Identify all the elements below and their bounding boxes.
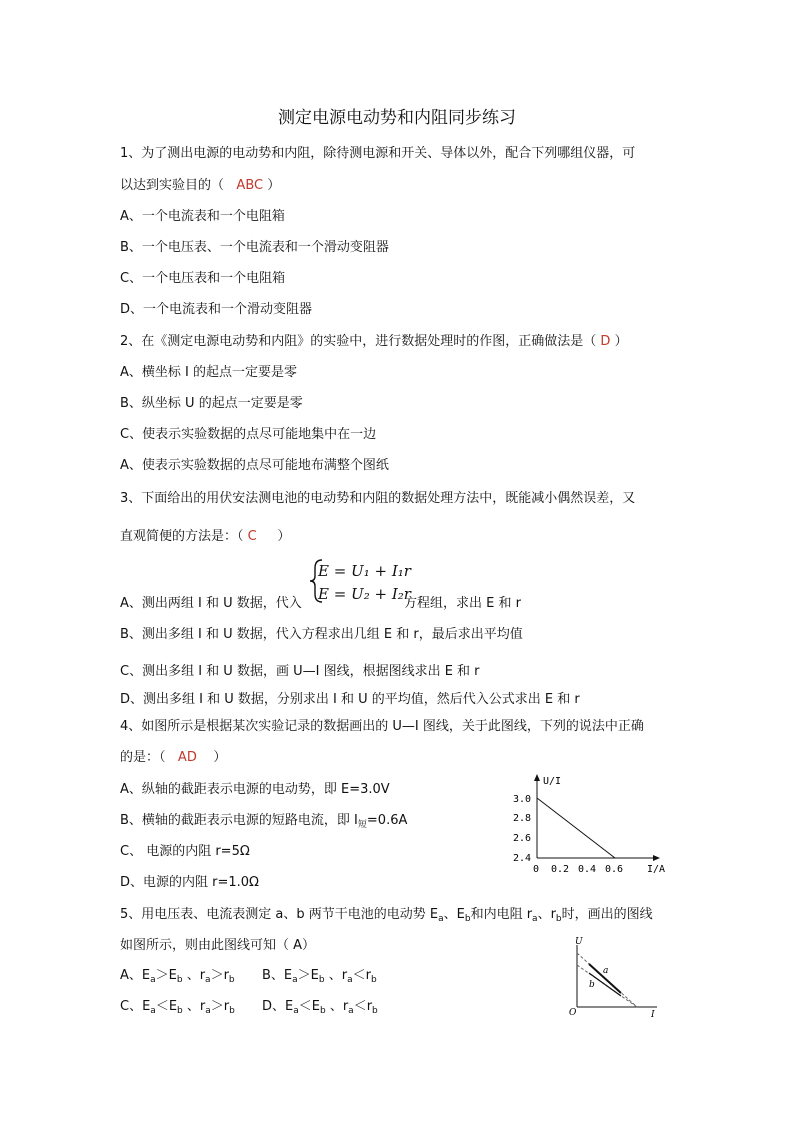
q3-option-a-post: 方程组，求出 E 和 r [404,596,521,611]
q3-option-b: B、测出多组 I 和 U 数据，代入方程求出几组 E 和 r，最后求出平均值 [120,627,523,642]
q4-option-c: C、 电源的内阻 r=5Ω [120,844,250,859]
q1-option-d: D、一个电流表和一个滑动变阻器 [120,302,313,317]
q2-option-d: A、使表示实验数据的点尽可能地布满整个图纸 [120,458,389,473]
q3-option-a-pre: A、测出两组 I 和 U 数据，代入 [120,596,302,611]
q5-option-b: B、$E_a>E_b$ 、$r_a<r_b$ [262,968,377,985]
y-tick-label: 2.4 [513,853,532,864]
line-b-label: b [589,980,595,990]
q2-option-a: A、横坐标 I 的起点一定要是零 [120,365,297,380]
q1-option-a: A、一个电流表和一个电阻箱 [120,209,285,224]
q4-stem-line2: 的是：（ AD ） [120,750,227,765]
x-tick-label: 0.6 [605,864,624,875]
x-axis-label: I/A [647,864,666,875]
q1-option-c: C、一个电压表和一个电阻箱 [120,271,286,286]
q1-answer: ABC [236,178,264,193]
q2-option-c: C、使表示实验数据的点尽可能地集中在一边 [120,427,377,442]
y-tick-label: 3.0 [513,794,532,805]
q3-stem-line1: 3、下面给出的用伏安法测电池的电动势和内阻的数据处理方法中，既能减小偶然误差，又 [120,491,636,506]
q3-equation-2: E = U₂ + I₂r [318,585,411,603]
x-tick-label: 0.4 [578,864,597,875]
q5-ui-graph [565,935,665,1020]
q3-answer: C [247,529,257,544]
q1-option-b: B、一个电压表、一个电流表和一个滑动变阻器 [120,240,389,255]
q4-stem-line1: 4、如图所示是根据某次实验记录的数据画出的 U—I 图线，关于此图线，下列的说法中正确 [120,719,644,734]
q5-option-d: D、$E_a<E_b$ 、$r_a<r_b$ [262,999,378,1016]
line-a-label: a [603,966,609,976]
origin-label: O [569,1008,577,1018]
y-tick-label: 2.6 [513,833,532,844]
q5-option-a: A、$E_a>E_b$ 、$r_a>r_b$ [120,968,235,985]
x-tick-label: 0.2 [551,864,570,875]
y-tick-label: 2.8 [513,813,532,824]
q2-option-b: B、纵坐标 U 的起点一定要是零 [120,396,303,411]
u-axis-label: U [575,937,583,947]
q2-stem: 2、在《测定电源电动势和内阻》的实验中，进行数据处理时的作图，正确做法是（ D ） [120,334,628,349]
q3-option-d: D、测出多组 I 和 U 数据，分别求出 I 和 U 的平均值，然后代入公式求出 E 和 r [120,692,580,707]
q4-answer: AD [177,750,197,765]
y-axis-arrow-icon [534,774,540,781]
q2-answer: D [600,334,611,349]
y-axis-label: U/I [543,776,562,787]
i-axis-label: I [651,1010,655,1020]
q4-option-d: D、电源的内阻 r=1.0Ω [120,875,259,890]
ui-line [537,798,615,858]
q4-option-b: B、横轴的截距表示电源的短路电流，即 $I_短=0.6A$ [120,813,408,830]
q4-option-a: A、纵轴的截距表示电源的电动势，即 E=3.0V [120,782,390,797]
q5-stem-line2: 如图所示，则由此图线可知（ A） [120,938,316,953]
q3-equation-1: E = U₁ + I₁r [318,562,411,580]
q5-option-c: C、$E_a<E_b$ 、$r_a>r_b$ [120,999,235,1016]
x-tick-label: 0 [533,864,540,875]
q5-stem-line1: 5、用电压表、电流表测定 a、b 两节干电池的电动势 $E_a$、$E_b$和内电阻 $r_a$、$r_b$时，画出的图线 [120,907,653,924]
x-axis-arrow-icon [653,855,660,861]
q3-option-c: C、测出多组 I 和 U 数据，画 U—I 图线，根据图线求出 E 和 r [120,664,480,679]
q4-ui-graph [505,770,675,880]
q1-stem-line1: 1、为了测出电源的电动势和内阻，除待测电源和开关、导体以外，配合下列哪组仪器，可 [120,146,636,161]
q1-stem-line2: 以达到实验目的（ ABC ） [120,178,281,193]
page-title: 测定电源电动势和内阻同步练习 [278,108,516,128]
q3-stem-line2: 直观简便的方法是：（ C ） [120,529,291,544]
